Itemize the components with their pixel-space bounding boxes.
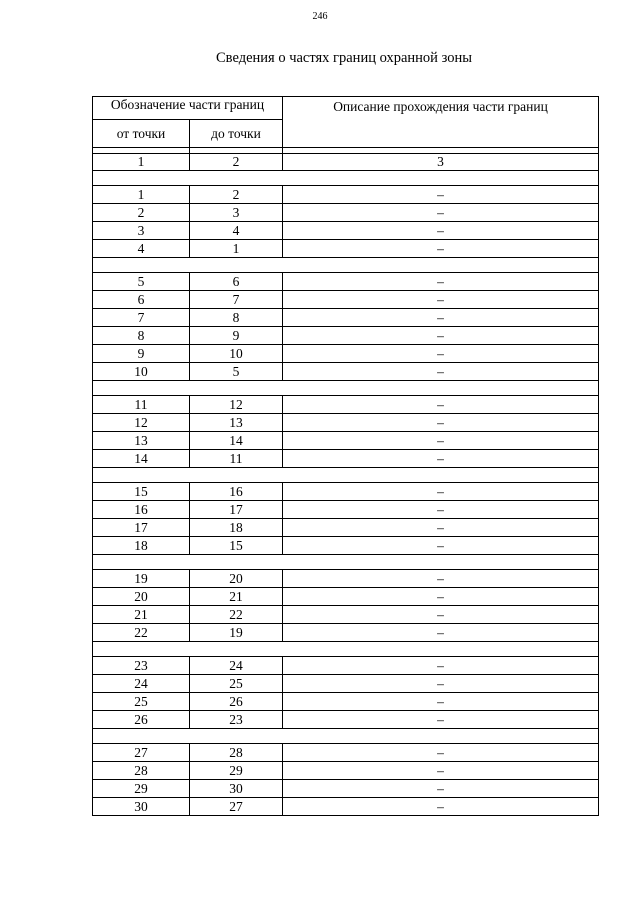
header-from-point: от точки xyxy=(93,120,190,148)
table-row xyxy=(93,345,599,363)
from-point-cell: 17 xyxy=(93,519,190,537)
description-cell: – xyxy=(283,744,599,762)
group-separator-cell xyxy=(93,258,599,273)
table-row xyxy=(93,363,599,381)
from-point-cell: 7 xyxy=(93,309,190,327)
table-row xyxy=(93,744,599,762)
column-number-row xyxy=(93,154,599,171)
table-row xyxy=(93,291,599,309)
description-cell: – xyxy=(283,483,599,501)
to-point-cell: 8 xyxy=(190,309,283,327)
to-point-cell: 15 xyxy=(190,537,283,555)
description-cell: – xyxy=(283,345,599,363)
table-row xyxy=(93,519,599,537)
to-point-cell: 7 xyxy=(190,291,283,309)
table-row xyxy=(93,693,599,711)
description-cell: – xyxy=(283,222,599,240)
from-point-cell: 30 xyxy=(93,798,190,816)
to-point-cell: 16 xyxy=(190,483,283,501)
from-point-cell: 3 xyxy=(93,222,190,240)
table-row xyxy=(93,657,599,675)
table-row xyxy=(93,798,599,816)
from-point-cell: 10 xyxy=(93,363,190,381)
to-point-cell: 6 xyxy=(190,273,283,291)
table-row xyxy=(93,588,599,606)
group-separator-cell xyxy=(93,642,599,657)
from-point-cell: 5 xyxy=(93,273,190,291)
to-point-cell: 13 xyxy=(190,414,283,432)
description-cell: – xyxy=(283,204,599,222)
description-cell: – xyxy=(283,273,599,291)
description-cell: – xyxy=(283,537,599,555)
table-row xyxy=(93,537,599,555)
table-row xyxy=(93,450,599,468)
group-separator-row xyxy=(93,258,599,273)
from-point-cell: 29 xyxy=(93,780,190,798)
page-number: 246 xyxy=(312,11,328,22)
from-point-cell: 27 xyxy=(93,744,190,762)
header-part-designation: Обозначение части границ xyxy=(93,97,283,120)
table-row xyxy=(93,309,599,327)
group-separator-cell xyxy=(93,171,599,186)
from-point-cell: 12 xyxy=(93,414,190,432)
from-point-cell: 26 xyxy=(93,711,190,729)
to-point-cell: 20 xyxy=(190,570,283,588)
to-point-cell: 21 xyxy=(190,588,283,606)
table-row xyxy=(93,762,599,780)
from-point-cell: 14 xyxy=(93,450,190,468)
group-separator-cell xyxy=(93,729,599,744)
table-row xyxy=(93,273,599,291)
group-separator-cell xyxy=(93,381,599,396)
description-cell: – xyxy=(283,798,599,816)
to-point-cell: 11 xyxy=(190,450,283,468)
to-point-cell: 1 xyxy=(190,240,283,258)
from-point-cell: 21 xyxy=(93,606,190,624)
table-row xyxy=(93,327,599,345)
from-point-cell: 16 xyxy=(93,501,190,519)
to-point-cell: 3 xyxy=(190,204,283,222)
to-point-cell: 17 xyxy=(190,501,283,519)
group-separator-row xyxy=(93,468,599,483)
from-point-cell: 2 xyxy=(93,204,190,222)
group-separator-cell xyxy=(93,468,599,483)
table-row xyxy=(93,483,599,501)
description-cell: – xyxy=(283,570,599,588)
to-point-cell: 23 xyxy=(190,711,283,729)
description-cell: – xyxy=(283,675,599,693)
table-row xyxy=(93,501,599,519)
to-point-cell: 27 xyxy=(190,798,283,816)
from-point-cell: 15 xyxy=(93,483,190,501)
to-point-cell: 5 xyxy=(190,363,283,381)
to-point-cell: 9 xyxy=(190,327,283,345)
from-point-cell: 20 xyxy=(93,588,190,606)
description-cell: – xyxy=(283,624,599,642)
header-row xyxy=(93,97,599,120)
description-cell: – xyxy=(283,396,599,414)
group-separator-row xyxy=(93,729,599,744)
group-separator-row xyxy=(93,555,599,570)
group-separator-row xyxy=(93,171,599,186)
table-row xyxy=(93,204,599,222)
to-point-cell: 24 xyxy=(190,657,283,675)
header-to-point: до точки xyxy=(190,120,283,148)
description-cell: – xyxy=(283,309,599,327)
description-cell: – xyxy=(283,519,599,537)
description-cell: – xyxy=(283,186,599,204)
table-row xyxy=(93,675,599,693)
table-body xyxy=(93,97,599,816)
description-cell: – xyxy=(283,711,599,729)
table-row xyxy=(93,414,599,432)
boundary-parts-table xyxy=(92,96,599,816)
from-point-cell: 4 xyxy=(93,240,190,258)
to-point-cell: 10 xyxy=(190,345,283,363)
from-point-cell: 8 xyxy=(93,327,190,345)
description-cell: – xyxy=(283,363,599,381)
table-row xyxy=(93,240,599,258)
description-cell: – xyxy=(283,657,599,675)
column-number-2: 2 xyxy=(190,154,283,171)
from-point-cell: 23 xyxy=(93,657,190,675)
table-row xyxy=(93,711,599,729)
to-point-cell: 30 xyxy=(190,780,283,798)
table-row xyxy=(93,222,599,240)
from-point-cell: 19 xyxy=(93,570,190,588)
from-point-cell: 22 xyxy=(93,624,190,642)
description-cell: – xyxy=(283,291,599,309)
description-cell: – xyxy=(283,432,599,450)
from-point-cell: 6 xyxy=(93,291,190,309)
document-title: Сведения о частях границ охранной зоны xyxy=(216,50,472,66)
group-separator-row xyxy=(93,381,599,396)
description-cell: – xyxy=(283,501,599,519)
to-point-cell: 18 xyxy=(190,519,283,537)
table-row xyxy=(93,624,599,642)
from-point-cell: 9 xyxy=(93,345,190,363)
to-point-cell: 28 xyxy=(190,744,283,762)
group-separator-cell xyxy=(93,555,599,570)
description-cell: – xyxy=(283,606,599,624)
to-point-cell: 29 xyxy=(190,762,283,780)
description-cell: – xyxy=(283,414,599,432)
from-point-cell: 18 xyxy=(93,537,190,555)
description-cell: – xyxy=(283,780,599,798)
table-row xyxy=(93,780,599,798)
to-point-cell: 25 xyxy=(190,675,283,693)
description-cell: – xyxy=(283,450,599,468)
from-point-cell: 1 xyxy=(93,186,190,204)
table-row xyxy=(93,396,599,414)
header-description: Описание прохождения части границ xyxy=(283,97,599,148)
from-point-cell: 24 xyxy=(93,675,190,693)
to-point-cell: 14 xyxy=(190,432,283,450)
column-number-3: 3 xyxy=(283,154,599,171)
to-point-cell: 22 xyxy=(190,606,283,624)
from-point-cell: 11 xyxy=(93,396,190,414)
column-number-1: 1 xyxy=(93,154,190,171)
table-row xyxy=(93,606,599,624)
description-cell: – xyxy=(283,762,599,780)
to-point-cell: 4 xyxy=(190,222,283,240)
to-point-cell: 12 xyxy=(190,396,283,414)
description-cell: – xyxy=(283,240,599,258)
group-separator-row xyxy=(93,642,599,657)
to-point-cell: 19 xyxy=(190,624,283,642)
to-point-cell: 2 xyxy=(190,186,283,204)
table-row xyxy=(93,432,599,450)
to-point-cell: 26 xyxy=(190,693,283,711)
from-point-cell: 13 xyxy=(93,432,190,450)
description-cell: – xyxy=(283,327,599,345)
table-row xyxy=(93,186,599,204)
table-row xyxy=(93,570,599,588)
from-point-cell: 25 xyxy=(93,693,190,711)
description-cell: – xyxy=(283,588,599,606)
description-cell: – xyxy=(283,693,599,711)
from-point-cell: 28 xyxy=(93,762,190,780)
